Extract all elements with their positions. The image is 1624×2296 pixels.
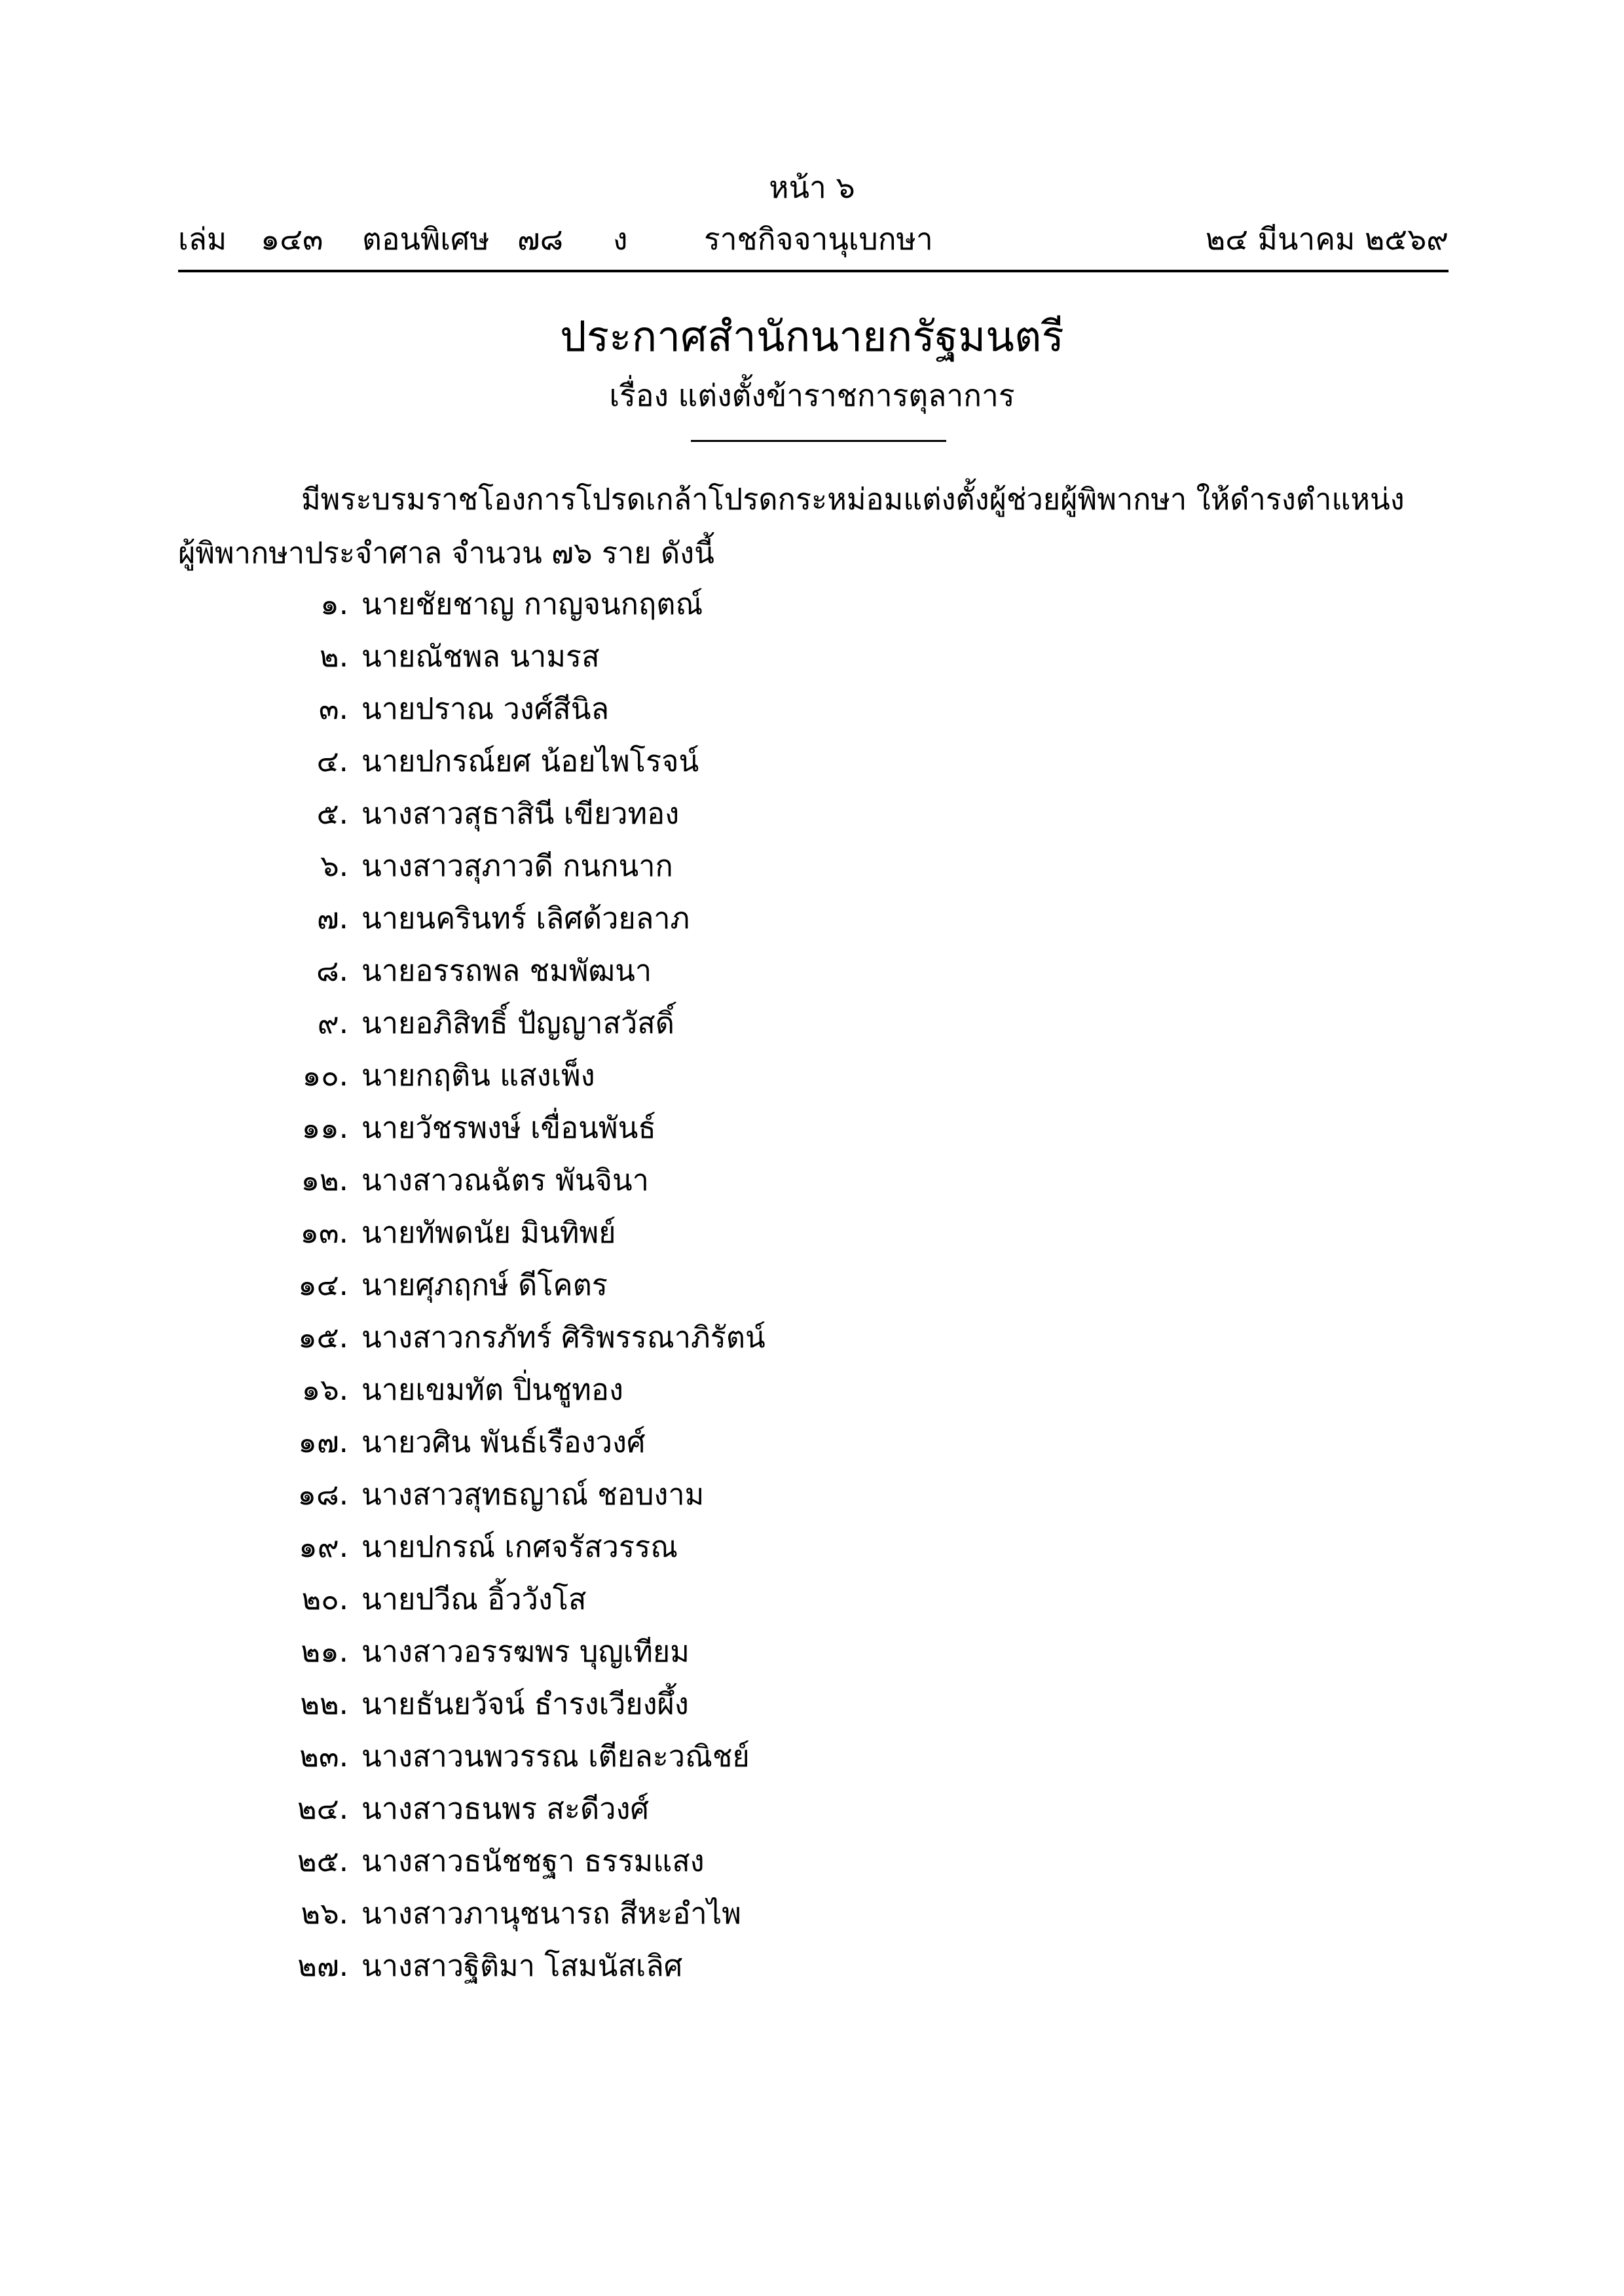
intro-paragraph-line-2: ผู้พิพากษาประจำศาล จำนวน ๗๖ ราย ดังนี้: [178, 536, 714, 570]
publication-date: ๒๔ มีนาคม ๒๕๖๙: [1205, 221, 1449, 257]
list-item: [262, 1106, 1179, 1159]
list-item: [262, 1892, 1179, 1944]
item-number: ๒.: [320, 639, 348, 674]
item-number: ๑๗.: [298, 1425, 348, 1459]
item-number: ๑๓.: [300, 1215, 348, 1250]
item-number: ๔.: [316, 744, 348, 778]
list-item: [262, 897, 1179, 949]
item-number: ๑๒.: [301, 1163, 348, 1197]
item-number: ๘.: [316, 953, 348, 988]
item-number: ๙.: [317, 1006, 348, 1040]
page-number: หน้า ๖: [769, 170, 855, 205]
item-number: ๑๑.: [301, 1110, 348, 1145]
appointee-name: นางสาวสุทธญาณ์ ชอบงาม: [361, 1477, 705, 1512]
list-item: [262, 1630, 1179, 1683]
item-number: ๒๔.: [297, 1791, 348, 1826]
list-item: [262, 1840, 1179, 1892]
appointee-name: นายชัยชาญ กาญจนกฤตณ์: [361, 587, 703, 621]
item-number: ๑๐.: [302, 1058, 348, 1093]
list-item: [262, 1159, 1179, 1211]
list-item: [262, 1473, 1179, 1525]
item-number: ๑.: [320, 587, 348, 621]
appointee-name: นายปวีณ อิ้ววังโส: [361, 1582, 587, 1616]
appointee-list: [262, 583, 1179, 1997]
gazette-header: [178, 218, 1449, 260]
list-item: [262, 1002, 1179, 1054]
list-item: [262, 1944, 1179, 1997]
appointee-name: นายเขมทัต ปิ่นชูทอง: [361, 1372, 623, 1407]
appointee-name: นายวศิน พันธ์เรืองวงศ์: [361, 1425, 646, 1459]
item-number: ๒๗.: [297, 1948, 348, 1983]
appointee-name: นางสาวธนัชชฐา ธรรมแสง: [361, 1844, 705, 1878]
section-letter: ง: [613, 221, 628, 257]
list-item: [262, 1211, 1179, 1264]
list-item: [262, 740, 1179, 792]
list-item: [262, 1368, 1179, 1421]
appointee-name: นายปกรณ์ยศ น้อยไพโรจน์: [361, 744, 699, 778]
volume-label: เล่ม: [178, 221, 227, 257]
item-number: ๑๙.: [299, 1529, 348, 1564]
item-number: ๗.: [316, 901, 348, 936]
document-subject: เรื่อง แต่งตั้งข้าราชการตุลาการ: [609, 378, 1015, 413]
appointee-name: นางสาวณฉัตร พันจินา: [361, 1163, 649, 1197]
appointee-name: นายปกรณ์ เกศจรัสวรรณ: [361, 1529, 678, 1564]
title-divider: [691, 440, 946, 442]
appointee-name: นางสาวนพวรรณ เตียละวณิชย์: [361, 1739, 750, 1774]
appointee-name: นายศุภฤกษ์ ดีโคตร: [361, 1267, 608, 1302]
list-item: [262, 949, 1179, 1002]
appointee-name: นางสาวกรภัทร์ ศิริพรรณาภิรัตน์: [361, 1320, 766, 1355]
appointee-name: นายธันยวัจน์ ธำรงเวียงผึ้ง: [361, 1686, 689, 1721]
list-item: [262, 1578, 1179, 1630]
list-item: [262, 1264, 1179, 1316]
appointee-name: นายวัชรพงษ์ เขื่อนพันธ์: [361, 1110, 656, 1145]
item-number: ๖.: [320, 848, 348, 883]
intro-paragraph-line-1: มีพระบรมราชโองการโปรดเกล้าโปรดกระหม่อมแต่งตั้งผู้ช่วยผู้พิพากษา ให้ดำรงตำแหน่ง: [301, 482, 1405, 517]
item-number: ๒๖.: [301, 1896, 348, 1931]
appointee-name: นายกฤติน แสงเพ็ง: [361, 1058, 595, 1093]
item-number: ๒๑.: [301, 1634, 348, 1669]
list-item: [262, 583, 1179, 635]
appointee-name: นายปราณ วงศ์สีนิล: [361, 691, 610, 726]
list-item: [262, 792, 1179, 845]
list-item: [262, 1054, 1179, 1106]
appointee-name: นางสาวอรรฆพร บุญเทียม: [361, 1634, 690, 1669]
appointee-name: นางสาวสุภาวดี กนกนาก: [361, 848, 673, 883]
item-number: ๑๕.: [298, 1320, 348, 1355]
item-number: ๒๕.: [297, 1844, 348, 1878]
gazette-name: ราชกิจจานุเบกษา: [704, 221, 933, 257]
list-item: [262, 1683, 1179, 1735]
list-item: [262, 687, 1179, 740]
item-number: ๑๔.: [298, 1267, 348, 1302]
header-divider: [178, 270, 1449, 272]
list-item: [262, 1525, 1179, 1578]
item-number: ๑๘.: [297, 1477, 348, 1512]
appointee-name: นางสาวภานุชนารถ สีหะอำไพ: [361, 1896, 741, 1931]
list-item: [262, 1735, 1179, 1787]
appointee-name: นายณัชพล นามรส: [361, 639, 600, 674]
appointee-name: นายอภิสิทธิ์ ปัญญาสวัสดิ์: [361, 1006, 674, 1040]
appointee-name: นายอรรถพล ชมพัฒนา: [361, 953, 652, 988]
item-number: ๓.: [318, 691, 348, 726]
appointee-name: นางสาวธนพร สะดีวงศ์: [361, 1791, 650, 1826]
list-item: [262, 635, 1179, 687]
item-number: ๒๓.: [299, 1739, 348, 1774]
appointee-name: นางสาวฐิติมา โสมนัสเลิศ: [361, 1948, 683, 1983]
item-number: ๒๒.: [300, 1686, 348, 1721]
appointee-name: นายทัพดนัย มินทิพย์: [361, 1215, 616, 1250]
list-item: [262, 845, 1179, 897]
list-item: [262, 1316, 1179, 1368]
list-item: [262, 1787, 1179, 1840]
appointee-name: นางสาวสุธาสินี เขียวทอง: [361, 796, 680, 831]
item-number: ๒๐.: [301, 1582, 348, 1616]
list-item: [262, 1421, 1179, 1473]
item-number: ๑๖.: [301, 1372, 348, 1407]
document-title: ประกาศสำนักนายกรัฐมนตรี: [560, 313, 1064, 361]
volume-number: ๑๔๓: [261, 221, 323, 257]
item-number: ๕.: [316, 796, 348, 831]
section-label: ตอนพิเศษ: [362, 221, 490, 257]
section-number: ๗๘: [517, 221, 564, 257]
appointee-name: นายนครินทร์ เลิศด้วยลาภ: [361, 901, 690, 936]
